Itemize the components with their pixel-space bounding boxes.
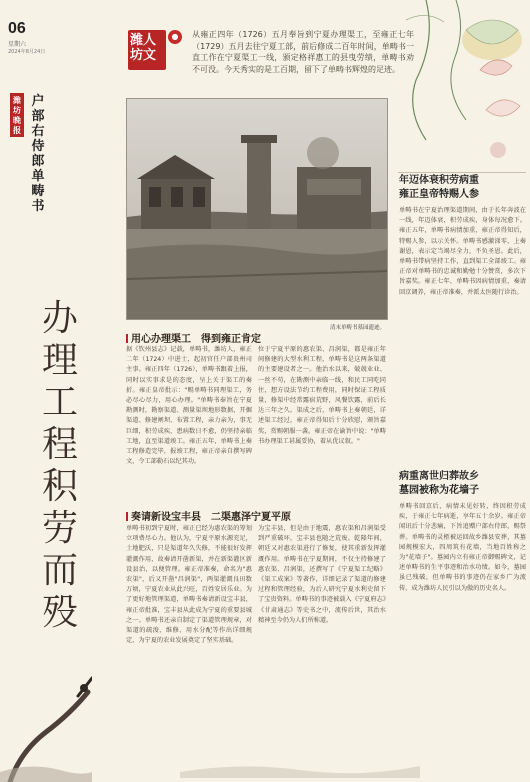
section1-column-a: 据《钦州县志》记载，单畴书，潍坊人，雍正二年（1724）中进士，起初官任户部贵州司主事。雍正四年（1726），单畴书跟着上报，同时以实事求是的态度，呈上关于渠工的奏折。雍正皇帝批示："赐单畴书同理渠工，务必尽心尽力，用心办理。"单畴书奉旨在宁夏勘测时，勘察渠道、测量渠坝地形数据，开掘渠道、修建闸坝、布置工程，亲力亲为，事无巨细，积劳成疾，患病数日不愈，仍坚持亲临工地，直至渠道竣工。雍正五年，单畴书上奏工程修造完毕，报竣工程，雍正帝亲自撰写碑文，令工部勒石以纪其功。 [126, 346, 252, 466]
section1-title-text: 用心办理渠工 得到雍正肯定 [131, 334, 261, 345]
divider [398, 172, 526, 173]
kicker-title: 户部右侍郎单畴书 [31, 94, 45, 214]
section-bar-icon [126, 512, 128, 521]
right-heading-1-line-1: 年迈体衰积劳病重 [399, 175, 479, 186]
masthead-line-2: 坊文 [130, 48, 157, 63]
main-headline: 办理工程积劳而殁 [41, 298, 78, 633]
page-number: 06 [8, 20, 26, 37]
right-heading-2-line-1: 病重离世归葬故乡 [399, 471, 479, 482]
intro-text: 从雍正四年（1726）五月奉旨到宁夏办理渠工，至雍正七年（1729）五月去往宁夏工部，前后修成二百年时间，单畴书一直工作在宁夏渠工一线，颁定格祥惠工的县曳劳绩，单畴书劝不可没。今天秀实的是工百期，留下了单畴书辉煌的足迹。 [192, 30, 414, 74]
right-heading-1 [399, 174, 527, 202]
masthead-logo [128, 30, 166, 70]
tomb-photo-image [127, 99, 388, 320]
section2-column-b: 为宝丰县，但是由于地震，惠农渠和昌润渠受到严重破坏，宝丰县也随之荒废。乾隆年间，朝廷又对惠农渠进行了修复，使其重新发挥灌溉作用。单畴书在宁夏期间，不仅主持修建了惠农渠、昌润渠，还撰写了《宁夏渠工纪略》《渠工成案》等著作，详细记录了渠道的修建过程和管理经验，为后人研究宁夏水利史留下了宝贵资料。单畴书的事迹被载入《宁夏府志》《甘肃通志》等史书之中，流传后世，其治水精神至今仍为人们所称道。 [258, 525, 386, 624]
weekday: 星期六 [8, 41, 27, 48]
masthead-line-1: 潍人 [130, 33, 157, 48]
section-bar-icon [126, 334, 128, 343]
right-heading-2 [399, 470, 527, 498]
lotus-illustration [396, 0, 524, 172]
ink-brush-illustration [0, 672, 92, 782]
right-heading-1-line-2: 雍正皇帝特赐人参 [399, 189, 479, 200]
issue-date: 2024年8月24日 [8, 49, 46, 55]
ink-wash-illustration [180, 742, 420, 778]
section1-column-b: 位于宁夏平原的惠农渠、昌润渠，都是雍正年间修建的大型水利工程，单畴书是这两条渠道的主要建设者之一。他治水以来，兢兢业业、一丝不苟，在勘测中亲临一线，和民工同吃同住，想方设法节约工程费用，同时保证工程质量，修渠中经常露宿荒野，风餐饮露，前后长达三年之久。渠成之后，单畴书上奏朝廷，详述渠工经过，雍正帝得知后十分欣慰，颁旨嘉奖，赏赐朝服一袭。雍正帝在谕旨中说："单畴书办理渠工甚属妥协，着从优议叙。" [258, 346, 386, 445]
section2-column-a: 单畴书初到宁夏时，雍正已经为惠农渠的筹划立项费尽心力。他认为，宁夏平原水源充足，土地肥沃，只是渠道年久失修，不能很好发挥灌溉作用，故奏请开凿新渠，并在新渠灌区新设县治，以便管理。雍正帝准奏，命名为"惠农渠"，后又开凿"昌润渠"，两渠灌溉良田数万顷，宁夏农业从此兴旺，百姓安居乐业。为了更好地管理渠道，单畴书奏请新设宝丰县，雍正帝批准，宝丰县从此成为宁夏的重要县城之一。单畴书还亲自制定了渠道管理规章，对渠道的疏浚、维修、用水分配等作出详细规定，为宁夏的农业发展奠定了坚实基础。 [126, 525, 252, 645]
photo-caption: 清末单畴书墓园遗迹。 [330, 325, 386, 331]
section1-title [126, 330, 261, 345]
section2-title [126, 508, 291, 523]
masthead-mark-icon: ● [168, 30, 182, 44]
right-column-1: 单畴书在宁夏治理渠道期间，由于长年奔波在一线，年迈体衰，积劳成疾，身体每况愈下。雍正五年，单畴书病情加重，雍正帝得知后，特赐人参，以示关怀。单畴书感激涕零，上奏谢恩，表示定当竭尽全力，不负圣恩。此后，单畴书带病坚持工作，直到渠工全部竣工。雍正帝对单畴书的忠诚和勤勉十分赞赏，多次下旨嘉奖。雍正七年，单畴书因病情加重，奏请回京调养，雍正帝准奏，并派太医随行诊治。 [399, 207, 526, 296]
section2-title-text: 奏请新设宝丰县 二渠惠泽宁夏平原 [131, 512, 291, 523]
right-heading-2-line-2: 墓园被称为花墙子 [399, 485, 479, 496]
right-column-2: 单畴书回京后，病情未见好转，终因积劳成疾，于雍正七年病逝，享年五十余岁。雍正帝闻讯后十分悲痛，下旨追赠户部右侍郎，赐祭葬。单畴书的灵柩被运回故乡潍县安葬，其墓园规模宏大，四周筑有花墙，当地百姓称之为"花墙子"。墓园内立有雍正帝御赐碑文，记述单畴书的生平事迹和治水功绩。如今，墓园虽已残破，但单畴书的事迹仍在家乡广为流传，成为潍坊人民引以为傲的历史名人。 [399, 503, 526, 592]
newspaper-badge: 潍坊晚报 [10, 93, 24, 137]
tomb-photo [126, 98, 388, 320]
